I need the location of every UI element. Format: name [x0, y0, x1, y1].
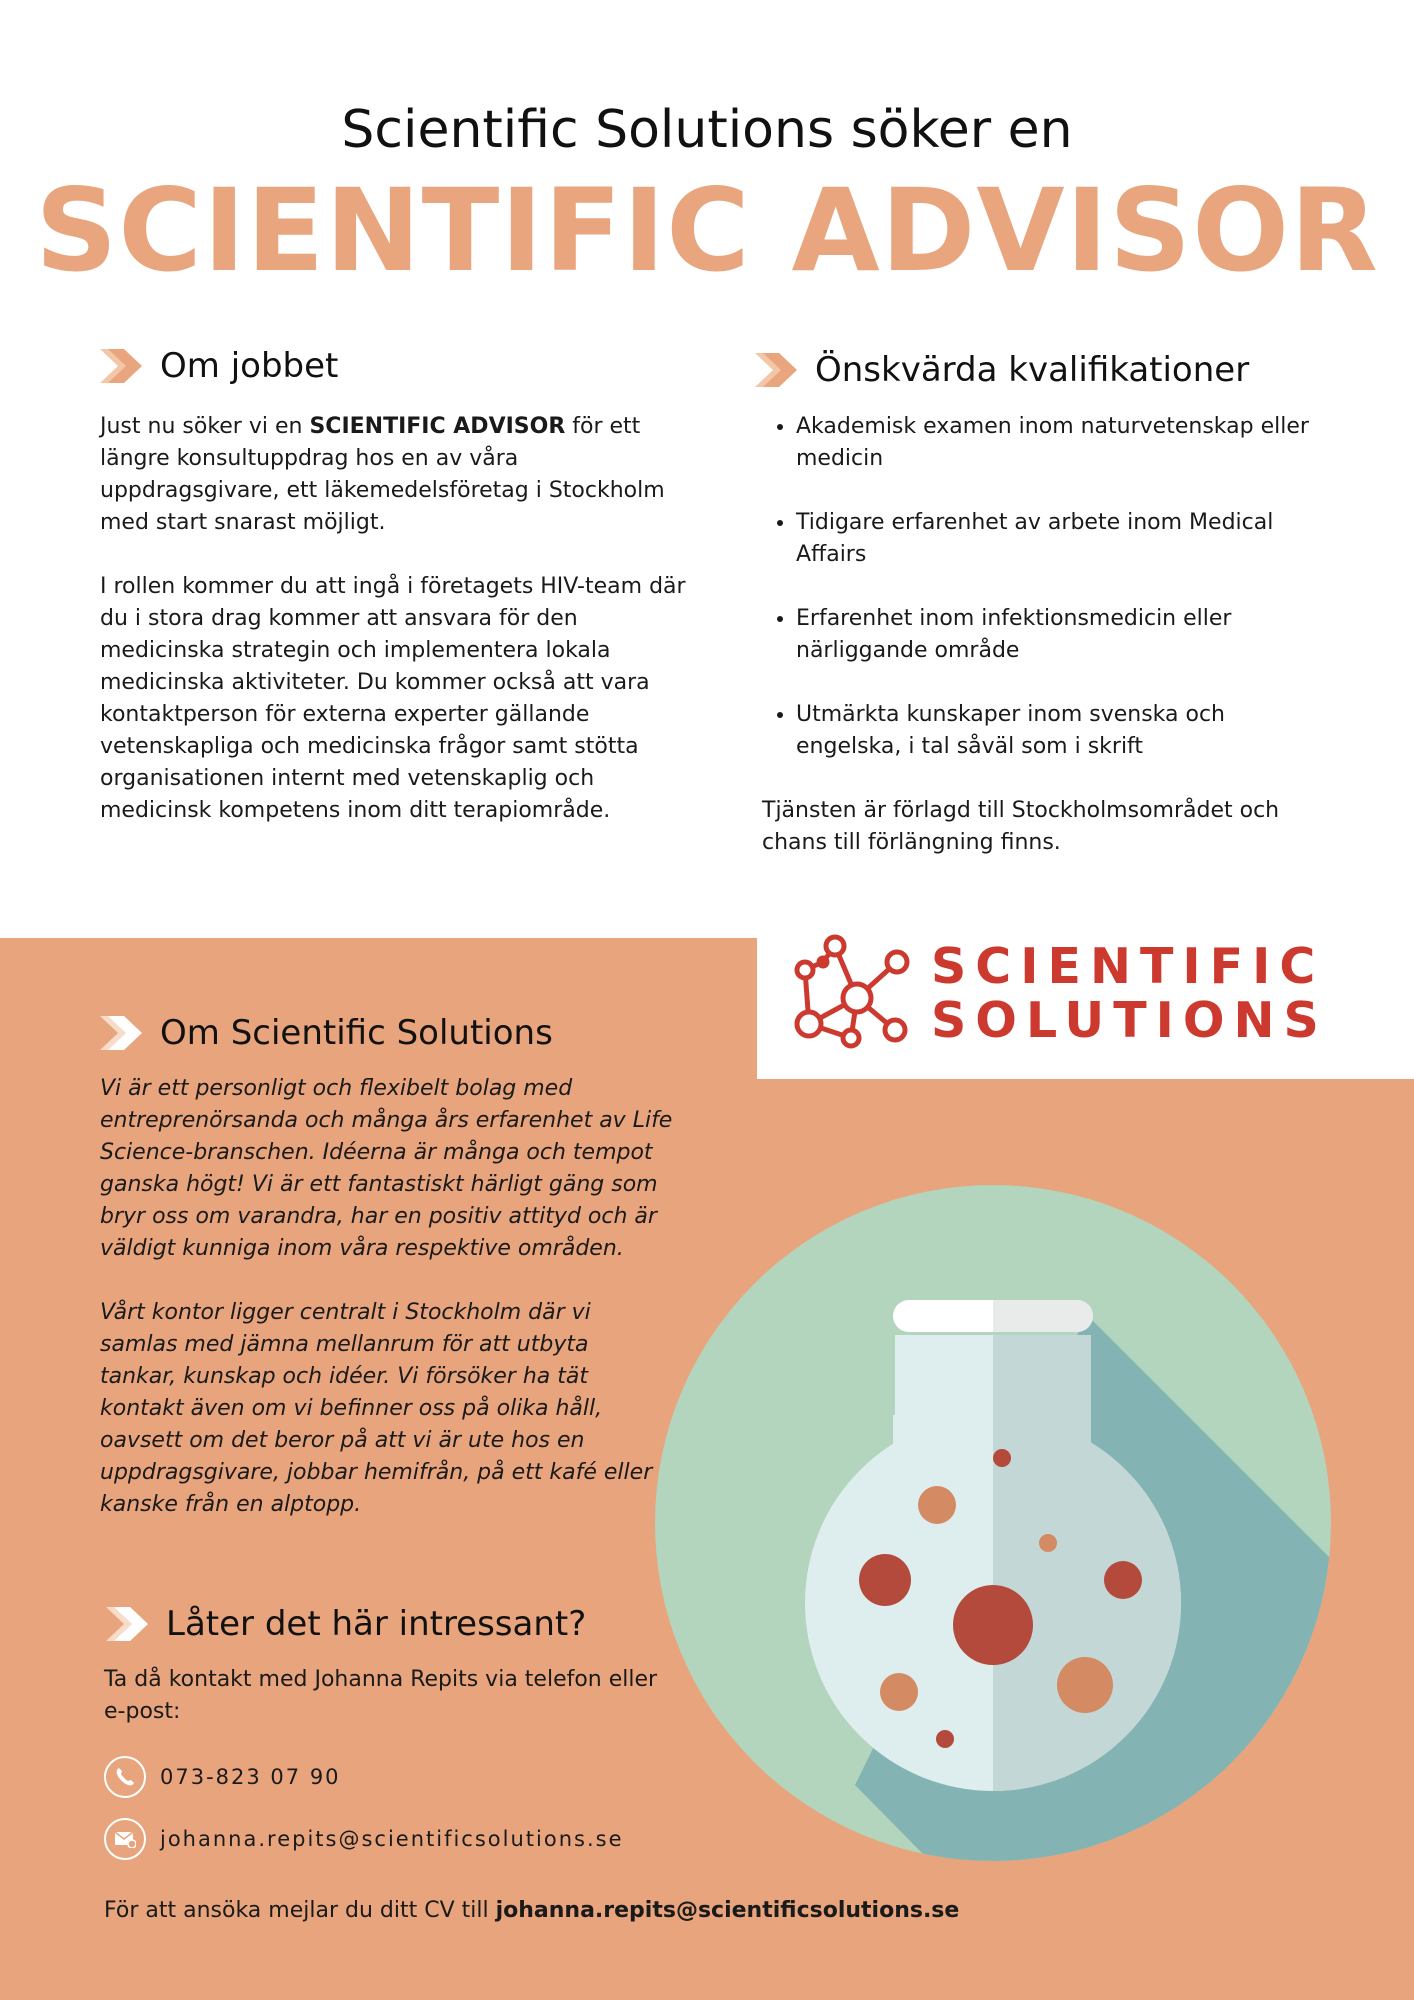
list-item: • Tidigare erfarenhet av arbete inom Medical Affairs — [796, 507, 1322, 571]
molecule-icon — [793, 934, 913, 1054]
email-row — [104, 1818, 623, 1860]
list-item: • Erfarenhet inom infektionsmedicin eller närliggande område — [796, 603, 1322, 667]
p1-post: för ett längre konsultuppdrag hos en av våra uppdragsgivare, ett läkemedelsföretag i Stockholm med start snarast möjligt. — [100, 414, 665, 535]
section-kvalifikationer-heading — [755, 350, 1249, 390]
heading-text: Önskvärda kvalifikationer — [815, 350, 1250, 390]
heading-text: Låter det här intressant? — [166, 1604, 587, 1644]
chevron-icon — [100, 349, 142, 383]
om-foretaget-p2: Vårt kontor ligger centralt i Stockholm där vi samlas med jämna mellanrum för att utbyta tankar, kunskap och idéer. Vi försöker ha tät kontakt även om vi befinner oss på olika håll, oavsett om det beror på att vi är ute hos en uppdragsgivare, jobbar hemifrån, på ett kafé eller kanske från en alptopp. — [100, 1300, 653, 1517]
om-jobbet-p1 — [100, 411, 690, 539]
location-note: Tjänsten är förlagd till Stockholmsområdet och chans till förlängning finns. — [762, 798, 1280, 855]
chevron-icon — [100, 1016, 142, 1050]
phone-number[interactable]: 073-823 07 90 — [160, 1765, 341, 1789]
email-address[interactable]: johanna.repits@scientificsolutions.se — [160, 1827, 624, 1851]
list-item: • Akademisk examen inom naturvetenskap eller medicin — [796, 411, 1322, 475]
section-kontakt-heading — [106, 1604, 586, 1644]
logo-wordmark — [931, 940, 1328, 1048]
phone-icon — [104, 1756, 146, 1798]
kvalifikationer-block — [762, 411, 1322, 891]
heading-text: Om Scientific Solutions — [160, 1013, 553, 1053]
phone-row — [104, 1756, 341, 1798]
flask-icon — [655, 1185, 1331, 1861]
logo-line-1: SCIENTIFIC — [931, 938, 1325, 995]
qualifications-list — [762, 411, 1322, 763]
om-foretaget-p1: Vi är ett personligt och flexibelt bolag med entreprenörsanda och många års erfarenhet av Life Science-branschen. Idéerna är många och tempot ganska högt! Vi är ett fantastiskt härligt gäng som bryr oss om varandra, har en positiv attityd och är väldigt kunniga inom våra respektive områden. — [100, 1076, 673, 1261]
heading-text: Om jobbet — [160, 346, 339, 386]
apply-line — [104, 1895, 1304, 1927]
logo-line-2: SOLUTIONS — [931, 992, 1328, 1049]
chevron-icon — [755, 353, 797, 387]
list-item: • Utmärkta kunskaper inom svenska och engelska, i tal såväl som i skrift — [796, 699, 1322, 763]
mail-icon — [104, 1818, 146, 1860]
headline: Scientific Solutions söker en — [341, 100, 1073, 160]
p1-bold: SCIENTIFIC ADVISOR — [309, 414, 566, 439]
om-foretaget-text — [100, 1073, 690, 1553]
p1-pre: Just nu söker vi en — [100, 414, 310, 439]
chevron-icon — [106, 1607, 148, 1641]
apply-pre: För att ansöka mejlar du ditt CV till — [104, 1898, 496, 1923]
om-jobbet-text — [100, 411, 690, 859]
kontakt-intro: Ta då kontakt med Johanna Repits via telefon eller e-post: — [104, 1667, 658, 1724]
om-jobbet-p2: I rollen kommer du att ingå i företagets HIV-team där du i stora drag kommer att ansvara för den medicinska strategin och implementera lokala medicinska aktiviteter. Du kommer också att vara kontaktperson för externa experter gällande vetenskapliga och medicinska frågor samt stötta organisationen internt med vetenskaplig och medicinsk kompetens inom ditt terapiområde. — [100, 574, 686, 823]
apply-email-link[interactable]: johanna.repits@scientificsolutions.se — [495, 1898, 960, 1923]
section-om-foretaget-heading — [100, 1013, 553, 1053]
logo-box — [757, 924, 1414, 1079]
job-title: SCIENTIFIC ADVISOR — [35, 164, 1379, 297]
section-om-jobbet-heading — [100, 346, 338, 386]
